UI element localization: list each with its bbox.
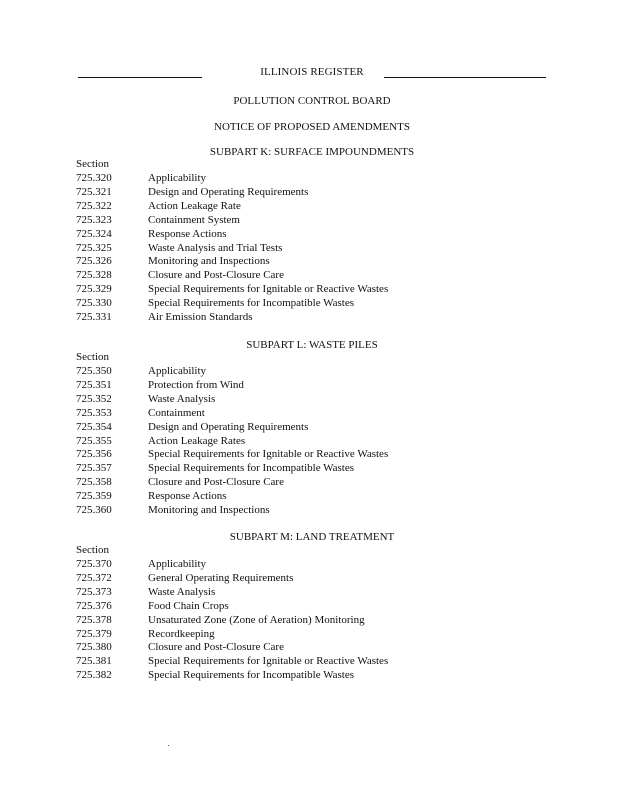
section-title: Special Requirements for Ignitable or Reactive Wastes: [148, 283, 389, 296]
section-number: 725.322: [76, 199, 112, 212]
section-number: 725.358: [76, 476, 112, 489]
section-title: Design and Operating Requirements: [148, 185, 309, 198]
section-number: 725.359: [76, 490, 112, 503]
section-title: Special Requirements for Incompatible Wastes: [148, 462, 355, 475]
section-number: 725.351: [76, 378, 112, 391]
section-number: 725.376: [76, 599, 112, 612]
section-title: Waste Analysis: [148, 392, 216, 405]
section-label: Section: [76, 158, 109, 170]
section-number: 725.350: [76, 365, 112, 377]
subpart-heading: SUBPART L: WASTE PILES: [246, 339, 378, 351]
subpart-heading: SUBPART M: LAND TREATMENT: [229, 531, 395, 543]
section-title: Special Requirements for Ignitable or Reactive Wastes: [148, 655, 389, 668]
section-title: Special Requirements for Ignitable or Reactive Wastes: [148, 448, 389, 461]
section-title: Action Leakage Rate: [148, 199, 241, 212]
section-number: 725.357: [76, 462, 112, 475]
page-speck: [168, 745, 169, 746]
section-title: Air Emission Standards: [148, 311, 253, 323]
header-rule-right: [384, 77, 546, 78]
section-number: 725.356: [76, 448, 112, 461]
section-number: 725.381: [76, 655, 112, 668]
section-number: 725.325: [76, 241, 112, 254]
section-title: Closure and Post-Closure Care: [148, 476, 284, 489]
section-title: Closure and Post-Closure Care: [148, 269, 284, 282]
section-title: Protection from Wind: [148, 378, 244, 391]
section-label: Section: [76, 544, 109, 556]
section-title: Containment: [148, 406, 205, 419]
section-title: Food Chain Crops: [148, 599, 229, 612]
section-title: Response Actions: [148, 227, 227, 240]
section-title: Recordkeeping: [148, 627, 215, 640]
section-title: Response Actions: [148, 490, 227, 503]
section-title: Action Leakage Rates: [148, 434, 246, 447]
register-title: ILLINOIS REGISTER: [260, 66, 364, 78]
section-number: 725.321: [76, 185, 112, 198]
section-number: 725.352: [76, 392, 112, 405]
section-number: 725.380: [76, 641, 112, 654]
section-title: Monitoring and Inspections: [148, 504, 270, 516]
section-number: 725.354: [76, 420, 112, 433]
register-header: [78, 66, 546, 80]
section-number: 725.329: [76, 283, 112, 296]
section-number: 725.323: [76, 213, 112, 226]
section-number: 725.360: [76, 504, 112, 516]
section-title: Waste Analysis and Trial Tests: [148, 241, 283, 254]
section-title: Containment System: [148, 213, 240, 226]
section-number: 725.373: [76, 585, 112, 598]
section-number: 725.331: [76, 311, 112, 323]
section-title: Special Requirements for Incompatible Wastes: [148, 669, 355, 682]
section-title: Applicability: [148, 558, 207, 570]
section-number: 725.370: [76, 558, 112, 570]
section-number: 725.355: [76, 434, 112, 447]
section-title: Applicability: [148, 365, 207, 377]
section-number: 725.353: [76, 406, 112, 419]
section-title: Monitoring and Inspections: [148, 255, 270, 268]
subpart-heading: SUBPART K: SURFACE IMPOUNDMENTS: [209, 146, 415, 158]
section-title: Waste Analysis: [148, 585, 216, 598]
section-number: 725.320: [76, 172, 112, 184]
board-name: POLLUTION CONTROL BOARD: [233, 95, 391, 107]
section-number: 725.328: [76, 269, 112, 282]
section-number: 725.382: [76, 669, 112, 682]
section-title: General Operating Requirements: [148, 571, 294, 584]
notice-title: NOTICE OF PROPOSED AMENDMENTS: [214, 121, 410, 133]
section-number: 725.326: [76, 255, 112, 268]
section-label: Section: [76, 351, 109, 363]
section-title: Closure and Post-Closure Care: [148, 641, 284, 654]
section-number: 725.378: [76, 613, 112, 626]
section-number: 725.379: [76, 627, 112, 640]
section-title: Unsaturated Zone (Zone of Aeration) Monitoring: [148, 613, 365, 626]
section-number: 725.372: [76, 571, 112, 584]
section-title: Applicability: [148, 172, 207, 184]
section-title: Design and Operating Requirements: [148, 420, 309, 433]
section-title: Special Requirements for Incompatible Wastes: [148, 297, 355, 310]
section-number: 725.330: [76, 297, 112, 310]
section-number: 725.324: [76, 227, 112, 240]
